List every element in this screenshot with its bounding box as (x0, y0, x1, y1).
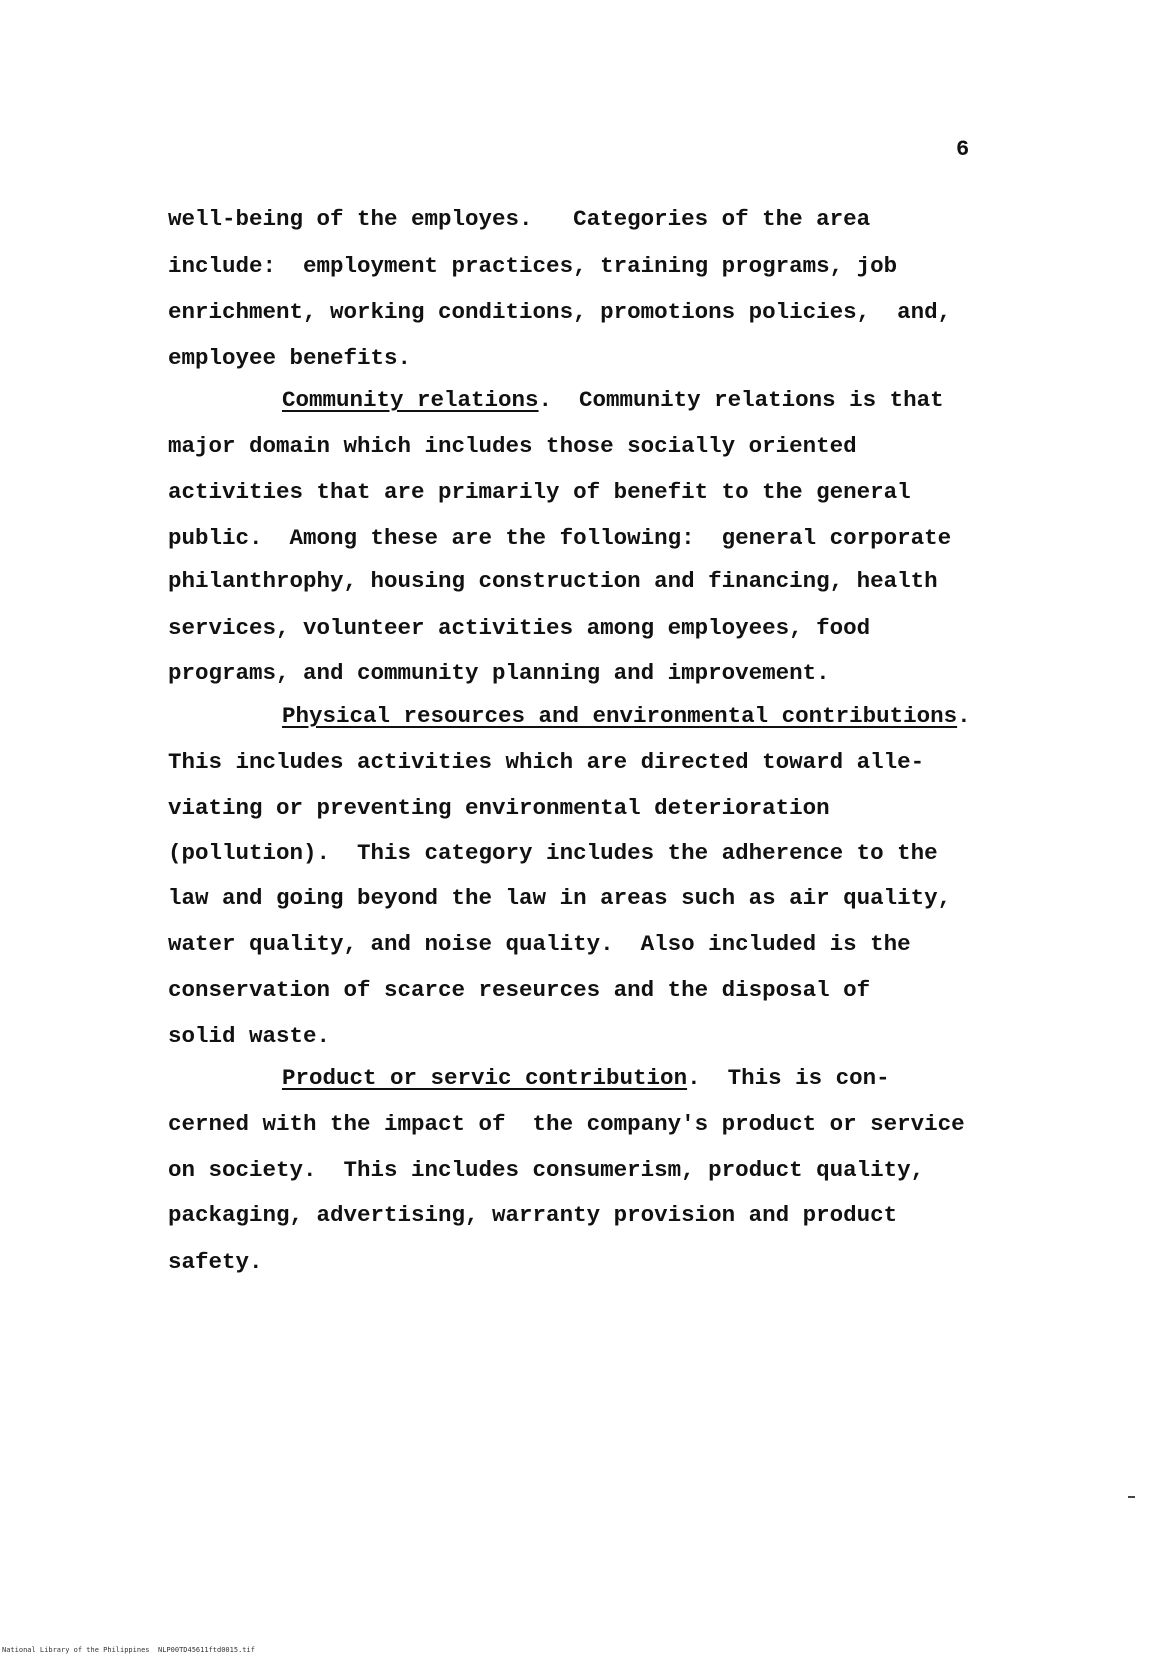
text-line: water quality, and noise quality. Also included is the (168, 931, 911, 957)
section-heading-physical-resources: Physical resources and environmental contributions (282, 703, 958, 729)
text-line: (pollution). This category includes the adherence to the (168, 840, 938, 866)
text-line: cerned with the impact of the company's product or service (168, 1111, 965, 1137)
text-line: conservation of scarce reseurces and the disposal of (168, 977, 871, 1003)
text-line: services, volunteer activities among employees, food (168, 615, 871, 641)
section-heading-line (282, 386, 944, 414)
page-number: 6 (956, 137, 970, 162)
text-fragment: . Community relations is that (538, 387, 944, 413)
text-line: viating or preventing environmental deterioration (168, 795, 830, 821)
section-heading-line (282, 702, 971, 730)
text-line: philanthrophy, housing construction and financing, health (168, 568, 938, 594)
text-line: employee benefits. (168, 345, 412, 371)
scan-speck (1128, 1496, 1135, 1498)
text-fragment: . This is con- (687, 1065, 890, 1091)
text-line: safety. (168, 1249, 263, 1275)
text-line: on society. This includes consumerism, product quality, (168, 1157, 925, 1183)
text-line: solid waste. (168, 1023, 331, 1049)
text-line: This includes activities which are directed toward alle- (168, 749, 925, 775)
footer-file-name: NLP00TD45611ftd0015.tif (158, 1646, 255, 1654)
text-line: major domain which includes those socially oriented (168, 433, 857, 459)
text-line: packaging, advertising, warranty provision and product (168, 1202, 898, 1228)
text-line: activities that are primarily of benefit to the general (168, 479, 911, 505)
text-fragment: . (957, 703, 971, 729)
section-heading-community-relations: Community relations (282, 387, 539, 413)
text-line: public. Among these are the following: general corporate (168, 525, 952, 551)
text-line: well-being of the employes. Categories of the area (168, 206, 871, 232)
footer-library-credit: National Library of the Philippines (2, 1646, 150, 1654)
text-line: include: employment practices, training programs, job (168, 253, 898, 279)
text-line: enrichment, working conditions, promotions policies, and, (168, 299, 952, 325)
text-line: law and going beyond the law in areas such as air quality, (168, 885, 952, 911)
section-heading-line (282, 1064, 890, 1092)
section-heading-product-or-service: Product or servic contribution (282, 1065, 688, 1091)
text-line: programs, and community planning and improvement. (168, 660, 830, 686)
